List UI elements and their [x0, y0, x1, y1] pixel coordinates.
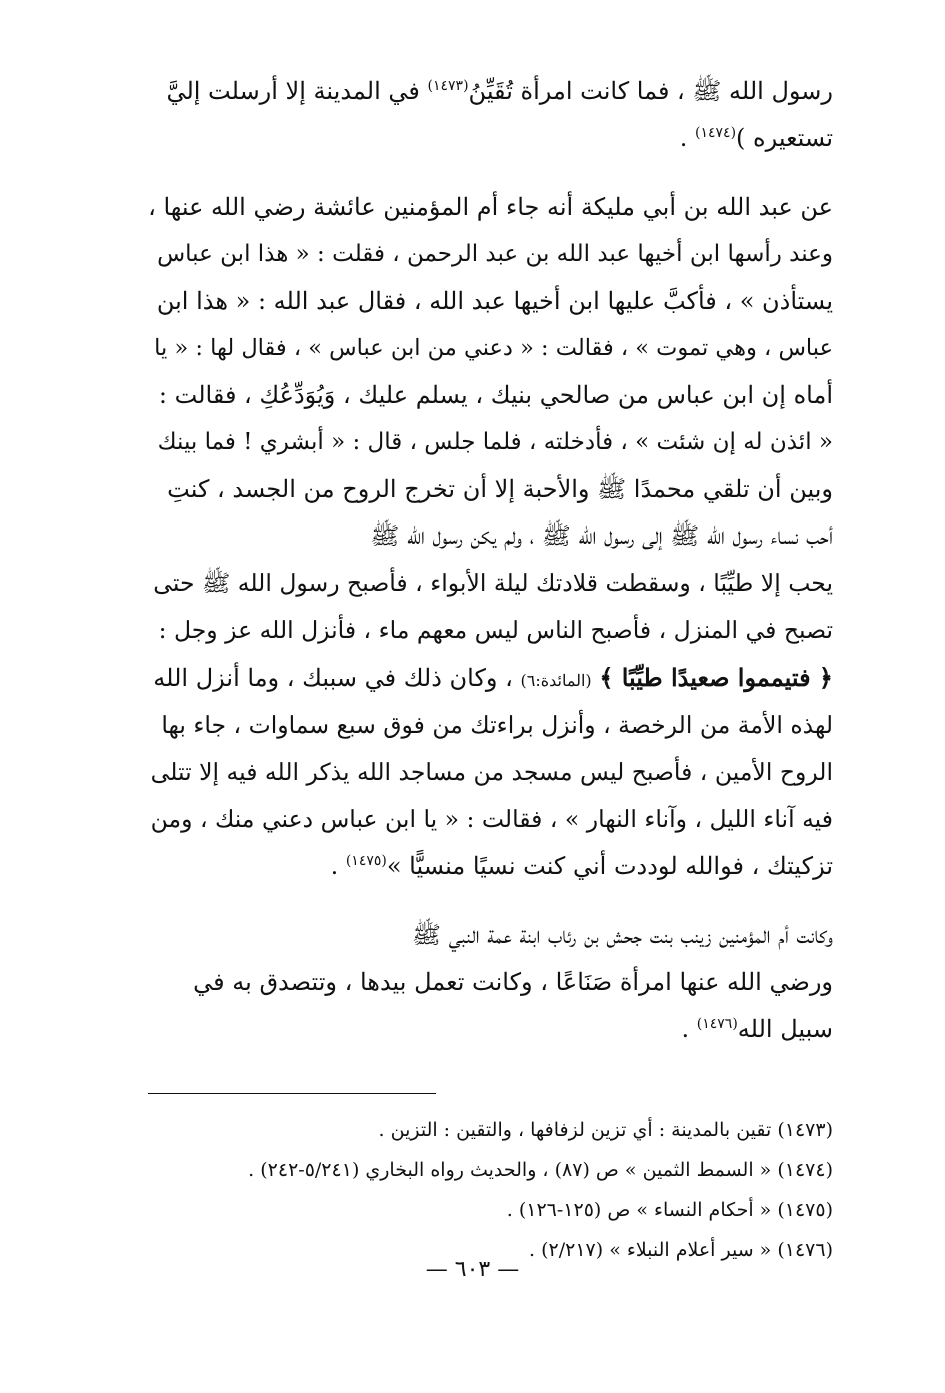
- footnote: (١٤٧٣) تقين بالمدينة : أي تزين لزفافها ، والتقين : التزين .: [378, 1119, 833, 1141]
- text-line: الروح الأمين ، فأصبح ليس مسجد من مساجد الله يذكر الله فيه إلا تتلى: [150, 758, 833, 786]
- verse-citation: (المائدة:٦): [520, 671, 592, 690]
- footnote-ref: (١٤٧٥): [345, 853, 387, 869]
- text-line: سبيل الله$^{(١٤٧٦)}$ .: [681, 1015, 833, 1043]
- text-line: ﴿ فتيمموا صعيدًا طيِّبًا ﴾ (المائدة:٦) ، وكان ذلك في سببك ، وما أنزل الله: [153, 663, 833, 692]
- paragraph-1: [148, 68, 833, 162]
- text-line: عباس ، وهي تموت » ، فقالت : « دعني من ابن عباس » ، فقال لها : « يا: [154, 335, 833, 361]
- paragraph-3: [148, 912, 833, 1053]
- footnote-ref: (١٤٧٦): [696, 1016, 738, 1032]
- text-line: وعند رأسها ابن أخيها عبد الله بن عبد الرحمن ، فقلت : « هذا ابن عباس: [157, 241, 833, 267]
- footnote-ref: (١٤٧٤): [695, 125, 737, 141]
- text-line: عن عبد الله بن أبي مليكة أنه جاء أم المؤمنين عائشة رضي الله عنها ،: [148, 193, 833, 221]
- quran-verse: ﴿ فتيمموا صعيدًا طيِّبًا ﴾: [599, 663, 833, 692]
- text-line: تستعيره )$^{(١٤٧٤)}$ .: [679, 124, 833, 152]
- footnote-ref: (١٤٧٣): [427, 78, 469, 94]
- main-text: [148, 68, 833, 1053]
- text-line: تصبح في المنزل ، فأصبح الناس ليس معهم ماء ، فأنزل الله عز وجل :: [158, 616, 833, 644]
- text-line: أحب نساء رسول الله ﷺ إلى رسول الله ﷺ ، ولم يكن رسول الله ﷺ: [370, 522, 833, 550]
- text-line: يحب إلا طيِّبًا ، وسقطت قلادتك ليلة الأبواء ، فأصبح رسول الله ﷺ حتى: [153, 569, 833, 597]
- text-line: يستأذن » ، فأكبَّ عليها ابن أخيها عبد الله ، فقال عبد الله : « هذا ابن: [156, 287, 833, 315]
- text-line: أماه إن ابن عباس من صالحي بنيك ، يسلم عليك ، وَيُوَدِّعُكِ ، فقالت :: [158, 381, 833, 409]
- paragraph-2: [148, 184, 833, 890]
- footnote-divider: [148, 1093, 436, 1094]
- text-line: « ائذن له إن شئت » ، فأدخلته ، فلما جلس ، قال : « أبشري ! فما بينك: [157, 429, 833, 455]
- footnote: (١٤٧٦) « سير أعلام النبلاء » (٢/٢١٧) .: [529, 1239, 833, 1261]
- footnote-divider-wrap: [148, 1053, 833, 1094]
- text-line: ورضي الله عنها امرأة صَنَاعًا ، وكانت تعمل بيدها ، وتتصدق به في: [193, 968, 833, 996]
- footnote: (١٤٧٤) « السمط الثمين » ص (٨٧) ، والحديث رواه البخاري (٥/٢٤١-٢٤٢) .: [248, 1159, 833, 1181]
- text-line: وبين أن تلقي محمدًا ﷺ والأحبة إلا أن تخرج الروح من الجسد ، كنتِ: [167, 475, 833, 503]
- text-line: وكانت أم المؤمنين زينب بنت جحش بن رئاب ابنة عمة النبي ﷺ: [412, 921, 833, 949]
- footnotes: [148, 1110, 833, 1270]
- text-line: تزكيتك ، فوالله لوددت أني كنت نسيًا منسيًّا »$^{(١٤٧٥)}$ .: [330, 852, 833, 880]
- text-line: لهذه الأمة من الرخصة ، وأنزل براءتك من فوق سبع سماوات ، جاء بها: [161, 711, 833, 739]
- page-number: — ٦٠٣ —: [425, 1257, 520, 1282]
- text-line: فيه آناء الليل ، وآناء النهار » ، فقالت : « يا ابن عباس دعني منك ، ومن: [150, 805, 833, 833]
- text-line: رسول الله ﷺ ، فما كانت امرأة تُقَيِّنُ$^{(١٤٧٣)}$ في المدينة إلا أرسلت إليَّ: [166, 77, 833, 105]
- footnote: (١٤٧٥) « أحكام النساء » ص (١٢٥-١٢٦) .: [506, 1199, 833, 1221]
